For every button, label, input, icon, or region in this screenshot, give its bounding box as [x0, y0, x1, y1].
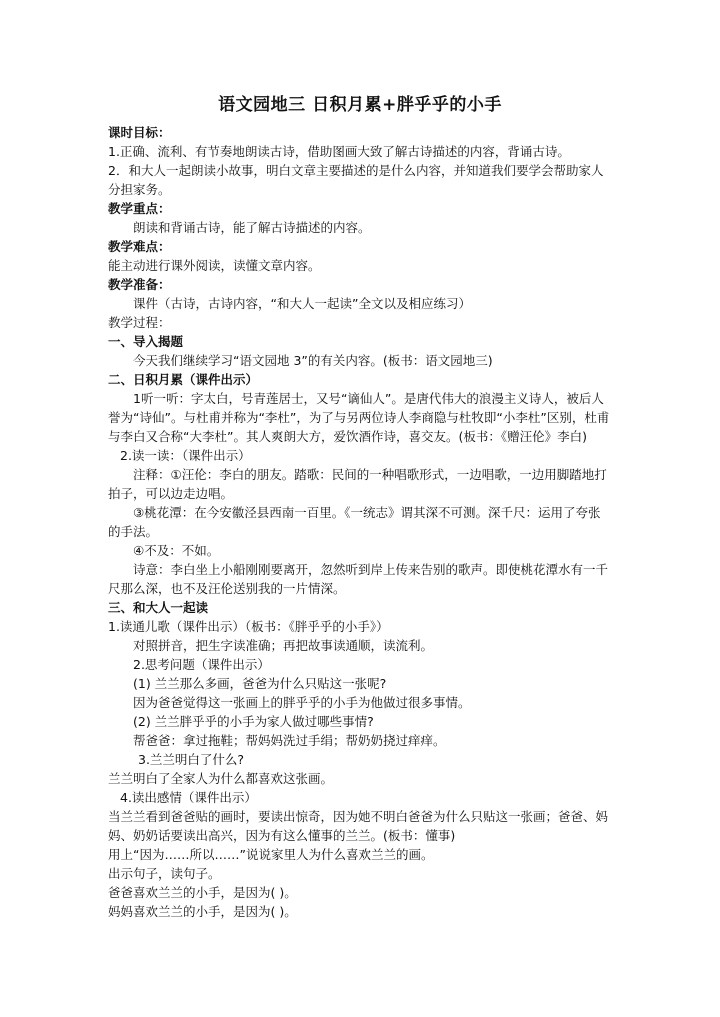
- section-label-difficulties: 教学难点：: [108, 239, 171, 254]
- text-line: 对照拼音，把生字读准确；再把故事读通顺，读流利。: [133, 638, 434, 653]
- heading-daily-accumulation: 二、日积月累（课件出示）: [108, 372, 259, 387]
- text-line: 拍子，可以边走边唱。: [108, 486, 234, 501]
- text-line: 誉为“诗仙”。与杜甫并称为“李杜”，为了与另两位诗人李商隐与杜牧即“小李杜”区别，杜甫: [108, 410, 610, 425]
- heading-read-with-adults: 三、和大人一起读: [108, 600, 209, 615]
- text-line: 3.兰兰明白了什么?: [138, 752, 245, 767]
- text-line: 因为爸爸觉得这一张画上的胖乎乎的小手为他做过很多事情。: [133, 695, 471, 710]
- text-line: 朗读和背诵古诗，能了解古诗描述的内容。: [133, 220, 371, 235]
- text-line: 今天我们继续学习“语文园地 3”的有关内容。(板书：语文园地三): [133, 353, 493, 368]
- text-line: 与李白又合称“大李杜”。其人爽朗大方，爱饮酒作诗，喜交友。(板书：《赠汪伦》李白): [108, 429, 587, 444]
- section-label-objectives: 课时目标：: [108, 125, 171, 140]
- text-line: (1) 兰兰那么多画，爸爸为什么只贴这一张呢?: [133, 676, 387, 691]
- page-title: 语文园地三 日积月累+胖乎乎的小手: [218, 95, 502, 115]
- text-line: 2.读一读：（课件出示）: [120, 448, 251, 463]
- text-line: (2) 兰兰胖乎乎的小手为家人做过哪些事情?: [133, 714, 374, 729]
- text-line: 出示句子，读句子。: [108, 866, 221, 881]
- text-line: 1.正确、流利、有节奏地朗读古诗，借助图画大致了解古诗描述的内容，背诵古诗。: [108, 144, 570, 159]
- text-line: 注释：①汪伦：李白的朋友。踏歌：民间的一种唱歌形式，一边唱歌，一边用脚踏地打: [133, 467, 607, 482]
- text-line: 1听一听：字太白，号青莲居士，又号“谪仙人”。是唐代伟大的浪漫主义诗人，被后人: [133, 391, 604, 406]
- text-line: 2.思考问题（课件出示）: [133, 657, 270, 672]
- heading-intro: 一、导入揭题: [108, 334, 184, 349]
- text-line: 课件（古诗，古诗内容，“和大人一起读”全文以及相应练习）: [133, 296, 471, 311]
- text-line: 用上“因为……所以……”说说家里人为什么喜欢兰兰的画。: [108, 847, 434, 862]
- text-line: 妈妈喜欢兰兰的小手，是因为( )。: [108, 904, 297, 919]
- section-label-key-points: 教学重点：: [108, 201, 171, 216]
- text-line: 帮爸爸：拿过拖鞋；帮妈妈洗过手绢；帮奶奶挠过痒痒。: [133, 733, 446, 748]
- text-line: 2．和大人一起朗读小故事，明白文章主要描述的是什么内容，并知道我们要学会帮助家人: [108, 163, 604, 178]
- text-line: 能主动进行课外阅读，读懂文章内容。: [108, 258, 321, 273]
- section-label-preparation: 教学准备：: [108, 277, 171, 292]
- text-line: 兰兰明白了全家人为什么都喜欢这张画。: [108, 771, 334, 786]
- text-line: 1.读通儿歌（课件出示）（板书：《胖乎乎的小手》）: [108, 619, 389, 634]
- text-line: 妈、奶奶话要读出高兴，因为有这么懂事的兰兰。(板书：懂事): [108, 828, 456, 843]
- text-line: 分担家务。: [108, 182, 171, 197]
- text-line: 的手法。: [108, 524, 159, 539]
- text-line: 诗意：李白坐上小船刚刚要离开，忽然听到岸上传来告别的歌声。即使桃花潭水有一千: [133, 562, 609, 577]
- text-line: 当兰兰看到爸爸贴的画时，要读出惊奇，因为她不明白爸爸为什么只贴这一张画；爸爸、妈: [108, 809, 609, 824]
- text-line: 爸爸喜欢兰兰的小手，是因为( )。: [108, 885, 297, 900]
- text-line: 4.读出感情（课件出示）: [120, 790, 257, 805]
- text-line: ③桃花潭：在今安徽泾县西南一百里。《一统志》谓其深不可测。深千尺：运用了夸张: [133, 505, 601, 520]
- text-line: 尺那么深，也不及汪伦送别我的一片情深。: [108, 581, 346, 596]
- text-line: ④不及：不如。: [133, 543, 220, 558]
- text-line: 教学过程：: [108, 315, 171, 330]
